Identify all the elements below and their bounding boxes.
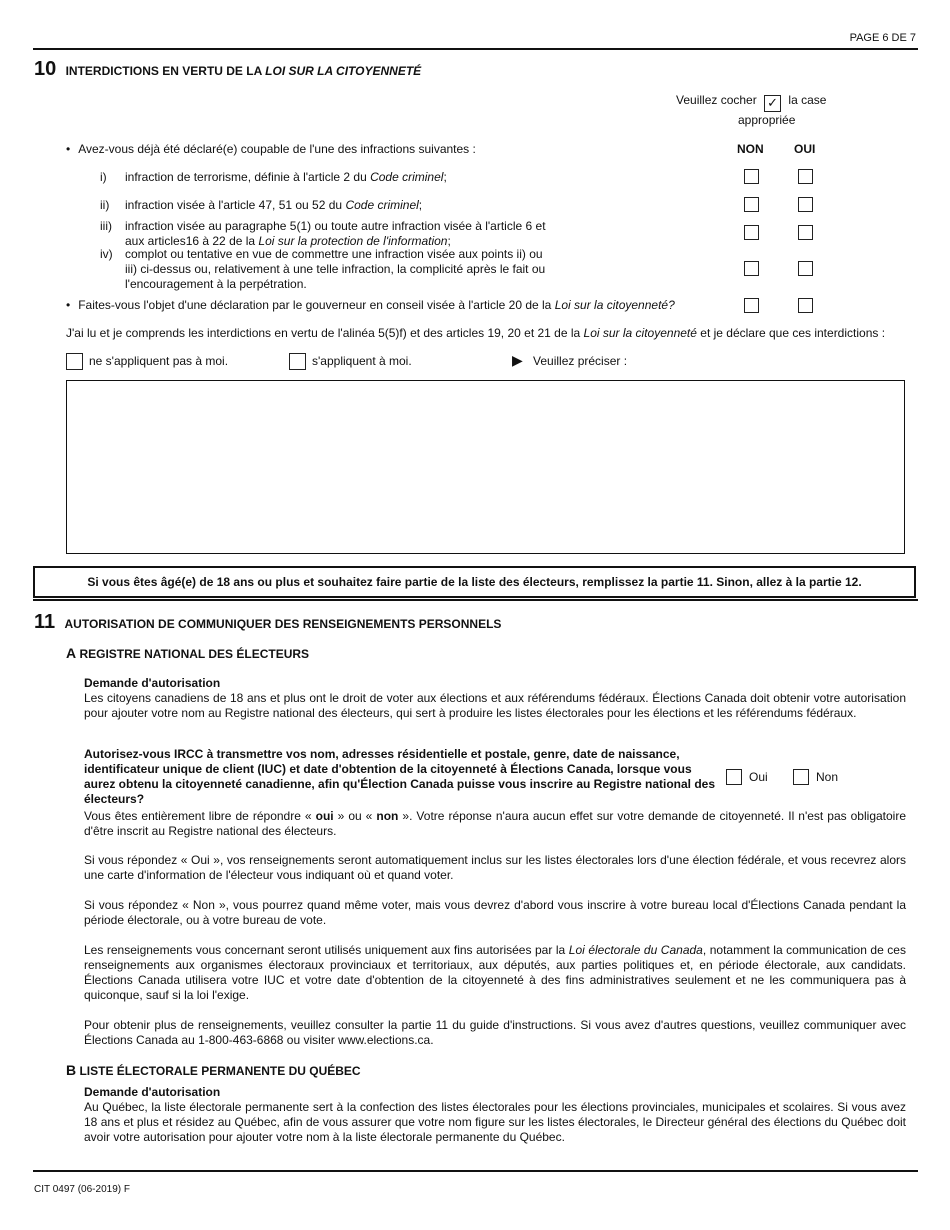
item-iv-text: complot ou tentative en vue de commettre une infraction visée aux points ii) ou iii) ci-dessus ou, relativement à une telle infraction, la complicité après le fait ou l'encouragement à la perpétration.: [125, 247, 546, 291]
page-number: PAGE 6 DE 7: [849, 32, 916, 44]
consent-no-label: Non: [816, 770, 839, 784]
apply-checkbox[interactable]: [289, 353, 306, 370]
item-i-oui-checkbox[interactable]: [798, 169, 813, 184]
top-rule: [33, 48, 918, 50]
not-apply-checkbox[interactable]: [66, 353, 83, 370]
subsection-a-heading: A REGISTRE NATIONAL DES ÉLECTEURS: [66, 645, 310, 661]
declaration-statement: J'ai lu et je comprends les interdictions en vertu de l'alinéa 5(5)f) et des articles 19, 20 et 21 de la Loi sur la citoyenneté et je déclare que ces interdictions :: [66, 326, 886, 340]
eligibility-note: Si vous êtes âgé(e) de 18 ans ou plus et souhaitez faire partie de la liste des électeurs, remplissez la partie 11. Sinon, allez à la partie 12.: [33, 566, 916, 598]
specify-textarea[interactable]: [66, 380, 905, 554]
bottom-rule: [33, 1170, 918, 1172]
item-i-text: infraction de terrorisme, définie à l'article 2 du Code criminel;: [125, 170, 447, 184]
authorization-request-text: Les citoyens canadiens de 18 ans et plus ont le droit de voter aux élections et aux référendums fédéraux. Élections Canada doit obtenir votre autorisation pour ajouter votre nom au Registre national des électeurs, qui sert à produire les listes électorales pour les élections et les référendums fédéraux.: [84, 691, 906, 720]
item-iv-oui-checkbox[interactable]: [798, 261, 813, 276]
check-instruction: Veuillez cocher ✓ la case: [676, 93, 827, 110]
consent-yes-checkbox[interactable]: [726, 769, 742, 785]
specify-label: Veuillez préciser :: [533, 354, 628, 368]
paragraph-yes: Si vous répondez « Oui », vos renseignements seront automatiquement inclus sur les listes électorales lors d'une élection fédérale, et vous recevrez alors une carte d'information de l'électeur vous indiquant où et quand voter.: [84, 853, 906, 882]
question-2: • Faites-vous l'objet d'une déclaration par le gouverneur en conseil visée à l'article 20 de la Loi sur la citoyenneté?: [66, 298, 675, 312]
subsection-b-heading: B LISTE ÉLECTORALE PERMANENTE DU QUÉBEC: [66, 1062, 361, 1078]
section-rule: [33, 599, 918, 601]
col-oui-header: OUI: [794, 142, 816, 156]
item-iii-text: infraction visée au paragraphe 5(1) ou toute autre infraction visée à l'article 6 et aux articles16 à 22 de la Loi sur la protection de l'information;: [125, 219, 546, 248]
authorization-request-b-text: Au Québec, la liste électorale permanente sert à la confection des listes électorales pour les élections provinciales, municipales et scolaires. Si vous avez 18 ans et plus et résidez au Québec, afin de vous assurer que votre nom figure sur les listes électorales, le Directeur général des élections du Québec doit avoir votre autorisation pour ajouter votre nom à la liste électorale permanente du Québec.: [84, 1100, 906, 1144]
consent-question: Autorisez-vous IRCC à transmettre vos nom, adresses résidentielle et postale, genre, date de naissance, identificateur unique de client (IUC) et date d'obtention de la citoyenneté à Élections Canada, lorsque vous aurez obtenu la citoyenneté canadienne, afin qu'Élection Canada puisse vous inscrire au Registre national des électeurs?: [84, 747, 716, 806]
consent-yes-label: Oui: [749, 770, 768, 784]
paragraph-more-info: Pour obtenir plus de renseignements, veuillez consulter la partie 11 du guide d'instructions. Si vous avez d'autres questions, veuillez communiquer avec Élections Canada au 1-800-463-6868 ou visiter www.elections.ca.: [84, 1018, 906, 1047]
item-iv-non-checkbox[interactable]: [744, 261, 759, 276]
q2-non-checkbox[interactable]: [744, 298, 759, 313]
item-ii-num: ii): [100, 198, 110, 212]
arrow-right-icon: ▶: [512, 352, 523, 368]
item-ii-text: infraction visée à l'article 47, 51 ou 52 du Code criminel;: [125, 198, 423, 212]
check-instruction-line2: appropriée: [738, 113, 796, 127]
item-iv-num: iv): [100, 247, 113, 261]
col-non-header: NON: [737, 142, 764, 156]
authorization-request-title: Demande d'autorisation: [84, 676, 221, 690]
form-code: CIT 0497 (06-2019) F: [34, 1184, 130, 1195]
paragraph-usage: Les renseignements vous concernant seront utilisés uniquement aux fins autorisées par la Loi électorale du Canada, notamment la communication de ces renseignements aux organismes électoraux provinciaux et territoriaux, aux députés, aux parties politiques et, en période électorale, aux candidats. Élections Canada utilisera votre IUC et votre date d'obtention de la citoyenneté à des fins administratives seulement et ne les communiquera pas à quiconque, sauf si la loi l'exige.: [84, 943, 906, 1002]
not-apply-label: ne s'appliquent pas à moi.: [89, 354, 229, 368]
q2-oui-checkbox[interactable]: [798, 298, 813, 313]
authorization-request-b-title: Demande d'autorisation: [84, 1085, 221, 1099]
paragraph-free-answer: Vous êtes entièrement libre de répondre « oui » ou « non ». Votre réponse n'aura aucun effet sur votre demande de citoyenneté. Il n'est pas obligatoire d'être inscrit au Registre national des électeurs.: [84, 809, 907, 838]
section-number: 11: [34, 611, 56, 633]
item-ii-oui-checkbox[interactable]: [798, 197, 813, 212]
section-10-heading: [34, 58, 421, 81]
consent-no-checkbox[interactable]: [793, 769, 809, 785]
item-i-num: i): [100, 170, 107, 184]
item-iii-num: iii): [100, 219, 112, 233]
section-number: 10: [34, 58, 57, 80]
section-11-heading: [34, 611, 501, 634]
item-ii-non-checkbox[interactable]: [744, 197, 759, 212]
item-iii-non-checkbox[interactable]: [744, 225, 759, 240]
section-title: INTERDICTIONS EN VERTU DE LA LOI SUR LA CITOYENNETÉ: [65, 64, 422, 78]
item-iii-oui-checkbox[interactable]: [798, 225, 813, 240]
checkmark-icon: ✓: [764, 95, 781, 112]
paragraph-no: Si vous répondez « Non », vous pourrez quand même voter, mais vous devrez d'abord vous inscrire à votre bureau local d'Élections Canada pendant la période électorale, ou à votre bureau de vote.: [84, 898, 906, 927]
item-i-non-checkbox[interactable]: [744, 169, 759, 184]
question-1: • Avez-vous déjà été déclaré(e) coupable de l'une des infractions suivantes :: [66, 142, 476, 156]
apply-label: s'appliquent à moi.: [312, 354, 412, 368]
section-title: AUTORISATION DE COMMUNIQUER DES RENSEIGNEMENTS PERSONNELS: [64, 617, 502, 631]
